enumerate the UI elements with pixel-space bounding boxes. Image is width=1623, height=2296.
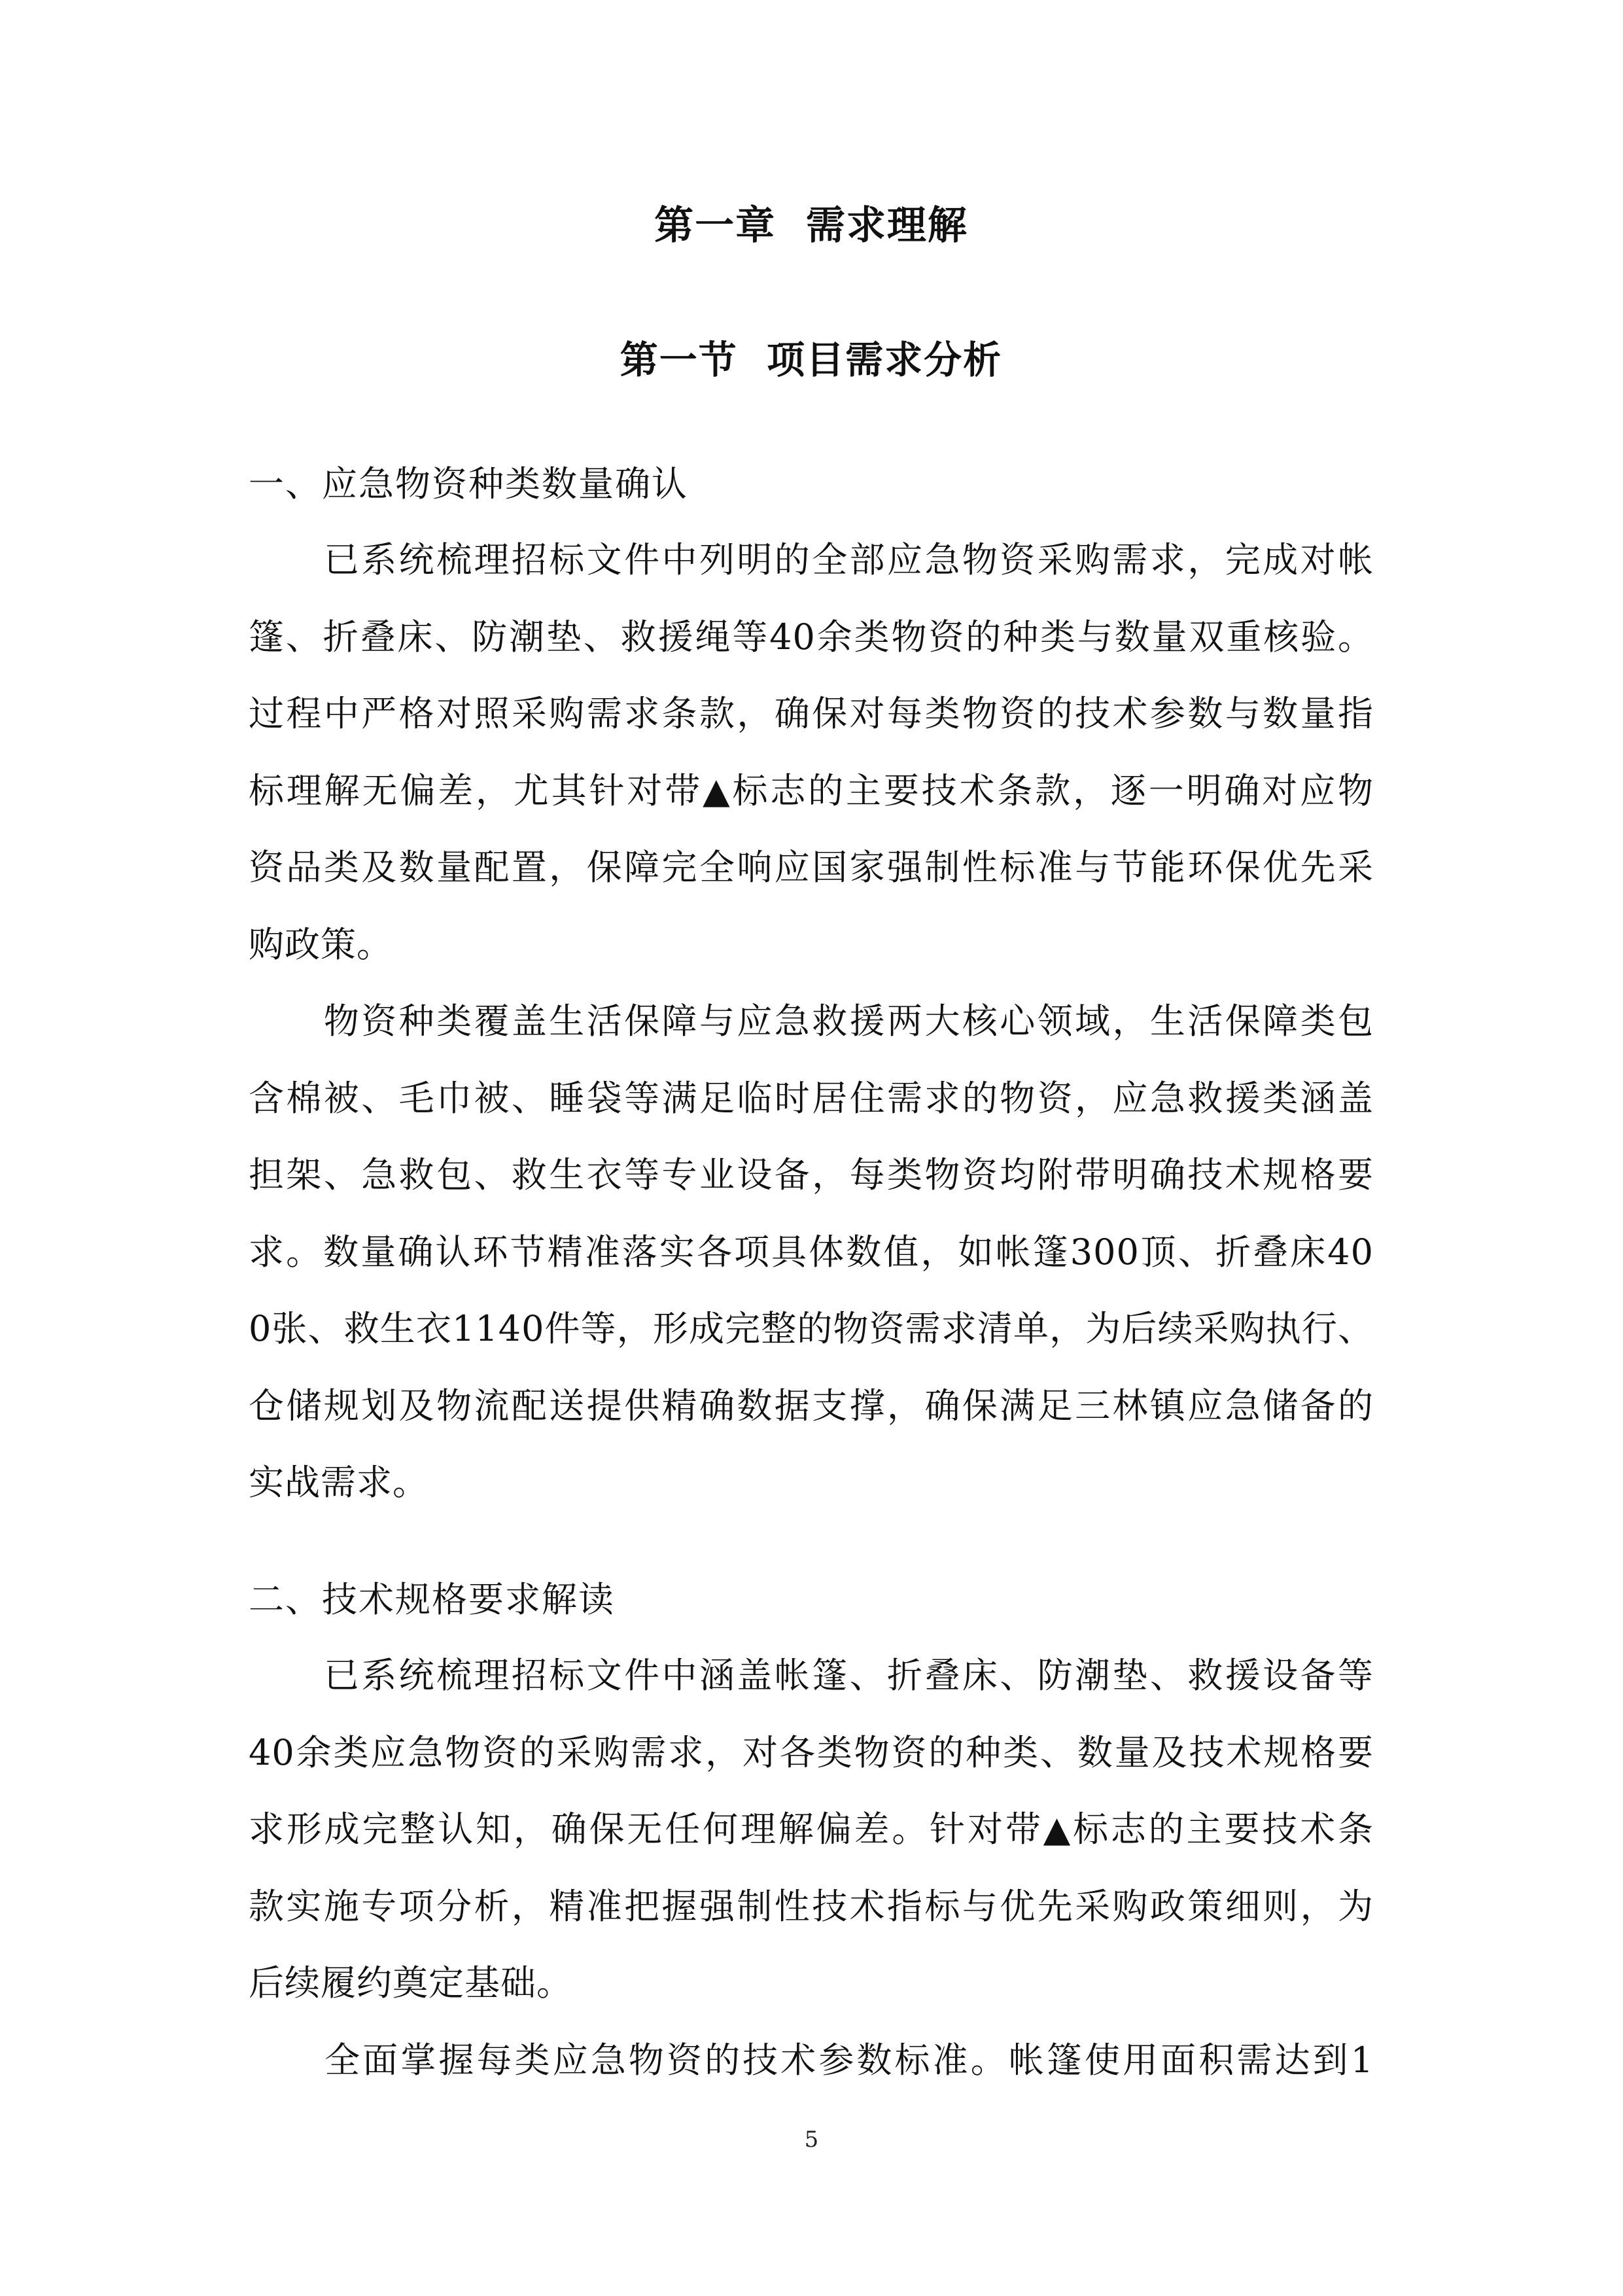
paragraph-line: 仓储规划及物流配送提供精确数据支撑，确保满足三林镇应急储备的	[249, 1385, 1374, 1426]
paragraph-line: 篷、折叠床、防潮垫、救援绳等40余类物资的种类与数量双重核验。	[249, 616, 1374, 658]
paragraph-line: 求形成完整认知，确保无任何理解偏差。针对带▲标志的主要技术条	[249, 1809, 1374, 1850]
paragraph-line: 购政策。	[249, 923, 393, 965]
section-title: 第一节 项目需求分析	[620, 338, 1003, 382]
paragraph-line: 含棉被、毛巾被、睡袋等满足临时居住需求的物资，应急救援类涵盖	[249, 1077, 1374, 1119]
paragraph-line: 过程中严格对照采购需求条款，确保对每类物资的技术参数与数量指	[249, 693, 1374, 734]
paragraph-2-2	[249, 2022, 1374, 2099]
paragraph-line: 后续履约奠定基础。	[249, 1962, 572, 2004]
paragraph-line: 求。数量确认环节精准落实各项具体数值，如帐篷300顶、折叠床40	[249, 1231, 1374, 1273]
paragraph-line: 款实施专项分析，精准把握强制性技术指标与优先采购政策细则，为	[249, 1885, 1374, 1927]
paragraph-1-1	[249, 521, 1374, 983]
paragraph-line: 全面掌握每类应急物资的技术参数标准。帐篷使用面积需达到1	[249, 2040, 1374, 2081]
section-heading-2: 二、技术规格要求解读	[249, 1579, 615, 1620]
paragraph-line: 0张、救生衣1140件等，形成完整的物资需求清单，为后续采购执行、	[249, 1308, 1374, 1349]
paragraph-line: 40余类应急物资的采购需求，对各类物资的种类、数量及技术规格要	[249, 1731, 1374, 1773]
paragraph-line: 物资种类覆盖生活保障与应急救援两大核心领域，生活保障类包	[249, 1000, 1374, 1042]
paragraph-1-2	[249, 983, 1374, 1521]
section-heading-1: 一、应急物资种类数量确认	[249, 463, 688, 504]
paragraph-line: 标理解无偏差，尤其针对带▲标志的主要技术条款，逐一明确对应物	[249, 769, 1374, 811]
paragraph-line: 已系统梳理招标文件中列明的全部应急物资采购需求，完成对帐	[249, 539, 1374, 580]
paragraph-2-1	[249, 1637, 1374, 2022]
paragraph-line: 担架、急救包、救生衣等专业设备，每类物资均附带明确技术规格要	[249, 1154, 1374, 1195]
paragraph-line: 已系统梳理招标文件中涵盖帐篷、折叠床、防潮垫、救援设备等	[249, 1655, 1374, 1696]
paragraph-line: 资品类及数量配置，保障完全响应国家强制性标准与节能环保优先采	[249, 847, 1374, 888]
paragraph-line: 实战需求。	[249, 1462, 428, 1503]
chapter-title: 第一章 需求理解	[654, 203, 968, 249]
page-number: 5	[804, 2127, 819, 2153]
